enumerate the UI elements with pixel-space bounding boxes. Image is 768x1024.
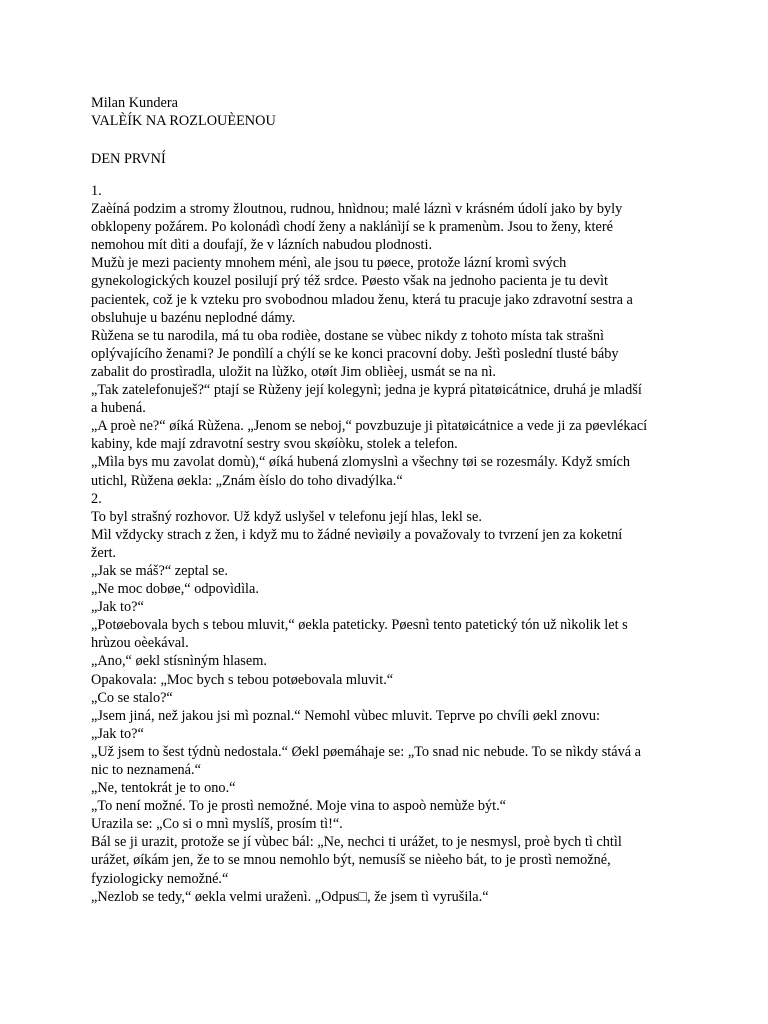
text-line: 1. <box>91 183 102 199</box>
text-line: „Nezlob se tedy,“ øekla velmi uraženì. „Odpus□, že jsem tì vyrušila.“ <box>91 888 489 905</box>
text-line: hrùzou oèekával. <box>91 635 189 652</box>
text-line: Zaèíná podzim a stromy žloutnou, rudnou, hnìdnou; malé láznì v krásném údolí jako by byly <box>91 201 623 218</box>
text-line: utichl, Rùžena øekla: „Znám èíslo do toho divadýlka.“ <box>91 472 403 489</box>
text-line: Rùžena se tu narodila, má tu oba rodièe, dostane se vùbec nikdy z tohoto místa tak strašnì <box>91 327 604 344</box>
text-line: pacientek, což je k vzteku pro svobodnou mladou ženu, která tu pracuje jako zdravotní sestra a <box>91 291 633 308</box>
text-line: gynekologických kouzel posilují prý též srdce. Pøesto však na jednoho pacienta je tu devìt <box>91 273 608 290</box>
text-line: „Ano,“ øekl stísnìným hlasem. <box>91 653 267 670</box>
text-line: Opakovala: „Moc bych s tebou potøebovala mluvit.“ <box>91 671 394 688</box>
text-line: Urazila se: „Co si o mnì myslíš, prosím tì!“. <box>91 816 343 833</box>
text-line: „Jsem jiná, než jakou jsi mì poznal.“ Nemohl vùbec mluvit. Teprve po chvíli øekl znovu: <box>91 707 600 724</box>
text-line: Mužù je mezi pacienty mnohem ménì, ale jsou tu pøece, protože lázní kromì svých <box>91 255 567 272</box>
text-line: „Potøebovala bych s tebou mluvit,“ øekla pateticky. Pøesnì tento patetický tón už nìkolik let s <box>91 617 628 634</box>
text-line: „Co se stalo?“ <box>91 689 173 706</box>
text-line: a hubená. <box>91 400 146 417</box>
document-title: VALÈÍK NA ROZLOUÈENOU <box>91 113 276 129</box>
text-line: obklopeny požárem. Po kolonádì chodí ženy a naklánìjí se k pramenùm. Jsou to ženy, které <box>91 219 613 236</box>
text-line: urážet, øíkám jen, že to se mnou nemohlo být, nemusíš se nièeho bát, to je prostì nemožné, <box>91 852 611 869</box>
text-line: „Tak zatelefonuješ?“ ptají se Rùženy její kolegynì; jedna je kyprá pìtatøicátnice, druhá je mladší <box>91 382 642 399</box>
text-line: obsluhuje u bazénu neplodné dámy. <box>91 309 296 326</box>
text-line: nemohou mít dìti a doufají, že v lázních nabudou plodnosti. <box>91 237 433 254</box>
text-line: Mìl vždycky strach z žen, i když mu to žádné nevìøily a považovaly to tvrzení jen za koketní <box>91 526 623 543</box>
text-line: zabalit do prostìradla, uložit na lùžko, otøít Jim oblièej, usmát se na nì. <box>91 363 496 380</box>
text-line: Bál se ji urazit, protože se jí vùbec bál: „Ne, nechci ti urážet, to je nesmysl, proè bych tì chtìl <box>91 834 622 851</box>
text-line: To byl strašný rozhovor. Už když uslyšel v telefonu její hlas, lekl se. <box>91 508 482 525</box>
text-line: nic to neznamená.“ <box>91 762 201 778</box>
text-line: „Ne, tentokrát je to ono.“ <box>91 780 236 797</box>
text-line: „To není možné. To je prostì nemožné. Moje vina to aspoò nemùže být.“ <box>91 798 507 815</box>
text-line: fyziologicky nemožné.“ <box>91 870 229 887</box>
text-line: „Ne moc dobøe,“ odpovìdìla. <box>91 581 259 598</box>
text-line: „A proè ne?“ øíká Rùžena. „Jenom se neboj,“ povzbuzuje ji pìtatøicátnice a vede ji za pøevlékací <box>91 418 648 435</box>
text-line: „Jak to?“ <box>91 599 144 616</box>
text-line: „Jak to?“ <box>91 725 144 742</box>
document-header <box>91 94 276 130</box>
text-line: „Už jsem to šest týdnù nedostala.“ Øekl pøemáhaje se: „To snad nic nebude. To se nìkdy stává a <box>91 743 641 760</box>
body-text <box>91 182 691 906</box>
section-heading: DEN PRVNÍ <box>91 151 166 167</box>
text-line: 2. <box>91 490 102 507</box>
text-line: oplývajícího ženami? Je pondìlí a chýlí se ke konci pracovní doby. Ještì poslední tlusté báby <box>91 345 619 362</box>
text-line: kabiny, kde mají zdravotní sestry svou skøíòku, stolek a telefon. <box>91 436 458 453</box>
text-line: „Mìla bys mu zavolat domù),“ øíká hubená zlomyslnì a všechny tøi se rozesmály. Když smích <box>91 454 631 471</box>
text-line: žert. <box>91 544 116 561</box>
text-line: „Jak se máš?“ zeptal se. <box>91 562 228 579</box>
author-name: Milan Kundera <box>91 95 178 111</box>
